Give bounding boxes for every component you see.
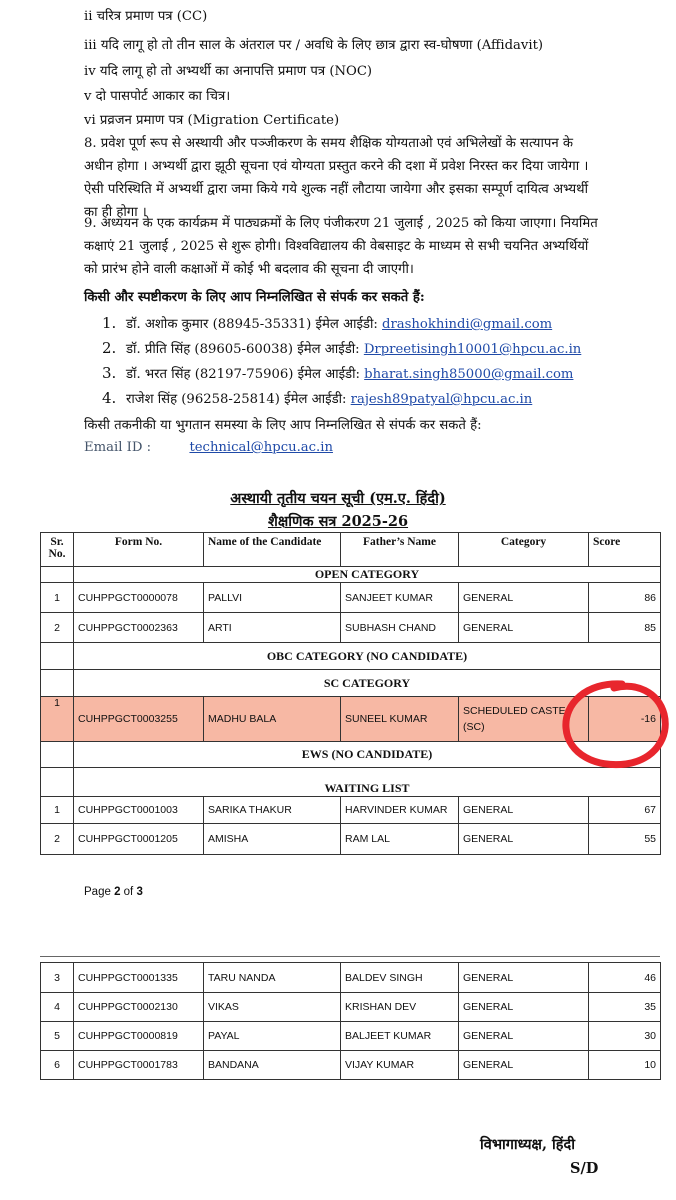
cell-form: CUHPPGCT0001003 — [74, 797, 204, 824]
cell-form: CUHPPGCT0000819 — [74, 1022, 204, 1051]
technical-note: किसी तकनीकी या भुगतान समस्या के लिए आप निम्नलिखित से संपर्क कर सकते हैं: — [84, 418, 482, 433]
cell-score: 10 — [589, 1051, 661, 1080]
signature-sd: S/D — [570, 1160, 599, 1177]
cell-name: MADHU BALA — [204, 697, 341, 742]
doc-item-photos: v दो पासपोर्ट आकार का चित्र। — [84, 89, 231, 104]
cell-category: GENERAL — [459, 993, 589, 1022]
cell-score: 67 — [589, 797, 661, 824]
cell-category: GENERAL — [459, 613, 589, 643]
cell-score: 30 — [589, 1022, 661, 1051]
cell-sr: 2 — [41, 613, 74, 643]
section-row — [41, 567, 661, 583]
technical-email-row — [84, 440, 333, 455]
contact-email-link[interactable]: drashokhindi@gmail.com — [382, 317, 553, 332]
contact-heading: किसी और स्पष्टीकरण के लिए आप निम्नलिखित से संपर्क कर सकते हैं: — [84, 290, 425, 305]
cell-name: BANDANA — [204, 1051, 341, 1080]
cell-form: CUHPPGCT0001783 — [74, 1051, 204, 1080]
header-sr: Sr. No. — [41, 533, 74, 567]
doc-item-affidavit: iii यदि लागू हो तो तीन साल के अंतराल पर / अवधि के लिए छात्र द्वारा स्व-घोषणा (Affidavit) — [84, 38, 544, 53]
cell-form: CUHPPGCT0002130 — [74, 993, 204, 1022]
cell-category: GENERAL — [459, 583, 589, 613]
page-total: 3 — [136, 886, 143, 898]
cell-category: GENERAL — [459, 824, 589, 855]
cell-name: PALLVI — [204, 583, 341, 613]
table-row — [41, 797, 661, 824]
table-row — [41, 824, 661, 855]
cell-score: -16 — [589, 697, 661, 742]
cell-father: BALJEET KUMAR — [341, 1022, 459, 1051]
contact-text: डॉ. अशोक कुमार (88945-35331) ईमेल आईडी: — [126, 317, 383, 332]
section-obc: OBC CATEGORY (NO CANDIDATE) — [74, 643, 661, 670]
table-row — [41, 1022, 661, 1051]
cell-form: CUHPPGCT0001205 — [74, 824, 204, 855]
cell-form: CUHPPGCT0001335 — [74, 963, 204, 993]
cell-score: 55 — [589, 824, 661, 855]
cell-sr: 1 — [41, 797, 74, 824]
cell-name: ARTI — [204, 613, 341, 643]
doc-item-noc: iv यदि लागू हो तो अभ्यर्थी का अनापत्ति प्रमाण पत्र (NOC) — [84, 64, 373, 79]
cell-form: CUHPPGCT0000078 — [74, 583, 204, 613]
page-current: 2 — [114, 886, 121, 898]
table-header-row — [41, 533, 661, 567]
technical-email-link[interactable]: technical@hpcu.ac.in — [189, 440, 333, 455]
section-row — [41, 643, 661, 670]
cell-sr: 6 — [41, 1051, 74, 1080]
cell-name: PAYAL — [204, 1022, 341, 1051]
cell-sr: 1 — [41, 583, 74, 613]
cell-father: SANJEET KUMAR — [341, 583, 459, 613]
section-open: OPEN CATEGORY — [74, 567, 661, 583]
contact-number: 3. — [102, 364, 117, 382]
contact-number: 4. — [102, 389, 117, 407]
page-of: of — [120, 886, 137, 898]
table-row — [41, 613, 661, 643]
contact-number: 1. — [102, 314, 117, 332]
contact-item — [102, 339, 581, 357]
session-title: शैक्षणिक सत्र 2025-26 — [267, 513, 409, 530]
cell-category: GENERAL — [459, 963, 589, 993]
contact-text: राजेश सिंह (96258-25814) ईमेल आईडी: — [126, 392, 351, 407]
cell-sr: 3 — [41, 963, 74, 993]
cell-score: 86 — [589, 583, 661, 613]
paragraph-9: 9. अध्ययन के एक कार्यक्रम में पाठ्यक्रमों के लिए पंजीकरण 21 जुलाई , 2025 को किया जाएगा। नियमित कक्षाएं 21 जुलाई , 2025 से शुरू होगी। विश्वविद्यालय की वेबसाइट के माध्यम से सभी चयनित अभ्यर्थियों को प्रारंभ होने वाली कक्षाओं में कोई भी बदलाव की सूचना दी जाएगी। — [84, 216, 598, 277]
cell-category: GENERAL — [459, 1051, 589, 1080]
cell-sr: 4 — [41, 993, 74, 1022]
header-category: Category — [459, 533, 589, 567]
paragraph-8: 8. प्रवेश पूर्ण रूप से अस्थायी और पञ्जीकरण के समय शैक्षिक योग्यताओ एवं अभिलेखों के सत्यापन के अधीन होगा । अभ्यर्थी द्वारा झूठी सूचना एवं योग्यता प्रस्तुत करने की दशा में प्रवेश निरस्त कर दिया जायेगा । ऐसी परिस्थिति में अभ्यर्थी द्वारा जमा किये गये शुल्क नहीं लौटाया जायेगा और इसका सम्पूर्ण दायित्व अभ्यर्थी का ही होगा । — [84, 136, 589, 220]
contact-number: 2. — [102, 339, 117, 357]
table-row — [41, 1051, 661, 1080]
cell-name: VIKAS — [204, 993, 341, 1022]
contact-item — [102, 389, 532, 407]
cell-father: SUBHASH CHAND — [341, 613, 459, 643]
table-row — [41, 963, 661, 993]
contact-item — [102, 364, 573, 382]
cell-father: SUNEEL KUMAR — [341, 697, 459, 742]
technical-email-label: Email ID : — [84, 440, 152, 455]
cell-sr: 5 — [41, 1022, 74, 1051]
contact-email-link[interactable]: bharat.singh85000@gmail.com — [364, 367, 574, 382]
header-father: Father’s Name — [341, 533, 459, 567]
list-title: अस्थायी तृतीय चयन सूची (एम.ए. हिंदी) — [230, 490, 446, 507]
cell-category: GENERAL — [459, 1022, 589, 1051]
contact-item — [102, 314, 552, 332]
page-break-divider — [40, 956, 660, 957]
annotation-circle-icon — [556, 676, 676, 776]
header-form: Form No. — [74, 533, 204, 567]
header-score: Score — [589, 533, 661, 567]
cell-form: CUHPPGCT0003255 — [74, 697, 204, 742]
section-ews: EWS (NO CANDIDATE) — [74, 742, 661, 768]
signature-title: विभागाध्यक्ष, हिंदी — [480, 1136, 575, 1153]
table-row — [41, 993, 661, 1022]
doc-item-migration: vi प्रव्रजन प्रमाण पत्र (Migration Certificate) — [84, 113, 340, 128]
cell-name: TARU NANDA — [204, 963, 341, 993]
contact-email-link[interactable]: Drpreetisingh10001@hpcu.ac.in — [363, 342, 582, 357]
continued-table — [40, 962, 661, 1080]
cell-score: 35 — [589, 993, 661, 1022]
cell-score: 85 — [589, 613, 661, 643]
section-waiting: WAITING LIST — [74, 768, 661, 797]
cell-father: HARVINDER KUMAR — [341, 797, 459, 824]
cell-sr: 1 — [41, 697, 74, 742]
cell-sr: 2 — [41, 824, 74, 855]
cell-name: SARIKA THAKUR — [204, 797, 341, 824]
cell-father: VIJAY KUMAR — [341, 1051, 459, 1080]
contact-email-link[interactable]: rajesh89patyal@hpcu.ac.in — [350, 392, 533, 407]
cell-category: GENERAL — [459, 797, 589, 824]
section-sc: SC CATEGORY — [74, 670, 661, 697]
cell-score: 46 — [589, 963, 661, 993]
cell-category: SCHEDULED CASTE (SC) — [459, 697, 589, 742]
page-footer — [84, 886, 143, 898]
cell-name: AMISHA — [204, 824, 341, 855]
contact-text: डॉ. प्रीति सिंह (89605-60038) ईमेल आईडी: — [126, 342, 364, 357]
table-row — [41, 583, 661, 613]
cell-father: KRISHAN DEV — [341, 993, 459, 1022]
cell-form: CUHPPGCT0002363 — [74, 613, 204, 643]
cell-father: BALDEV SINGH — [341, 963, 459, 993]
doc-item-cc: ii चरित्र प्रमाण पत्र (CC) — [84, 9, 208, 24]
header-name: Name of the Candidate — [204, 533, 341, 567]
cell-father: RAM LAL — [341, 824, 459, 855]
contact-text: डॉ. भरत सिंह (82197-75906) ईमेल आईडी: — [126, 367, 365, 382]
page-prefix: Page — [84, 886, 115, 898]
